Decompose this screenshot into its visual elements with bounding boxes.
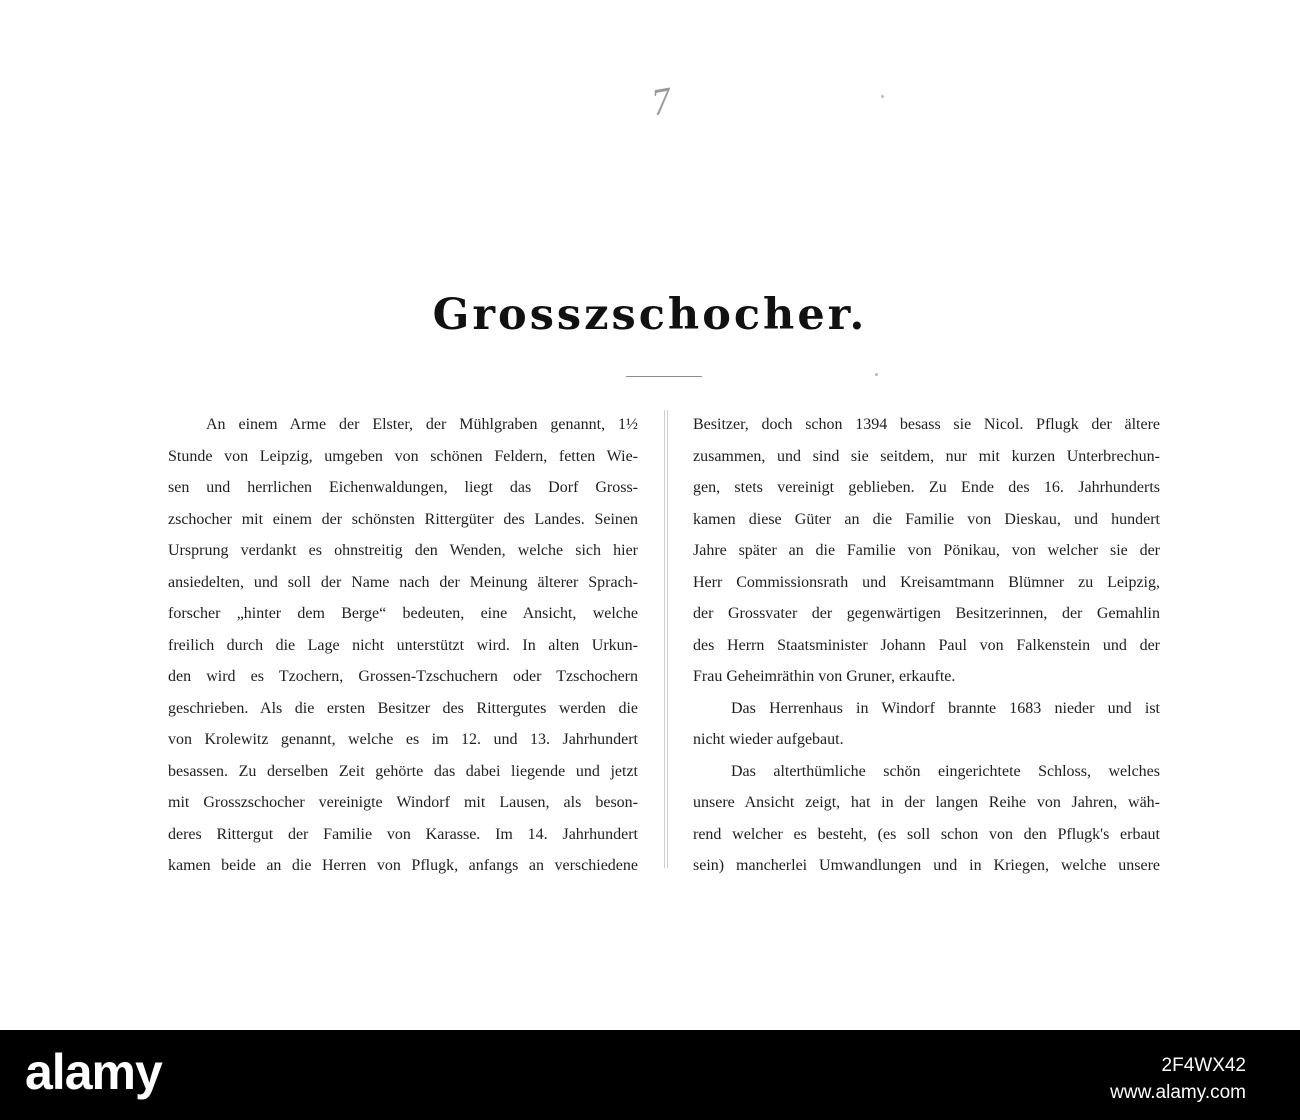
text-line: sen und herrlichen Eichenwaldungen, liegt das Dorf Gross- [168,479,638,496]
text-line: rend welcher es besteht, (es soll schon von den Pflugk's erbaut [693,825,1160,843]
text-line: Herr Commissionsrath und Kreisamtmann Blümner zu Leipzig, [693,573,1160,591]
page-number: 7 [648,79,675,125]
text-line: besassen. Zu derselben Zeit gehörte das dabei liegende und jetzt [168,762,638,780]
column-divider [664,410,668,868]
left-text-column [168,409,638,882]
text-line: sein) mancherlei Umwandlungen und in Kriegen, welche unsere [693,857,1160,874]
text-line: gen, stets vereinigt geblieben. Zu Ende des 16. Jahrhunderts [693,479,1160,496]
text-line: ansiedelten, und soll der Name nach der Meinung älterer Sprach- [168,573,638,591]
text-line: Jahre später an die Familie von Pönikau, von welcher sie der [693,542,1160,559]
text-line: forscher „hinter dem Berge“ bedeuten, eine Ansicht, welche [168,605,638,622]
image-id: 2F4WX42 [1161,1055,1246,1076]
site-url: www.alamy.com [1110,1082,1246,1103]
text-line: mit Grosszschocher vereinigte Windorf mit Lausen, als beson- [168,794,638,811]
text-line: deres Rittergut der Familie von Karasse. Im 14. Jahrhundert [168,825,638,843]
text-line: des Herrn Staatsminister Johann Paul von Falkenstein und der [693,636,1160,654]
text-line: freilich durch die Lage nicht unterstützt wird. In alten Urkun- [168,636,638,654]
text-line: nicht wieder aufgebaut. [693,731,844,748]
text-line: zschocher mit einem der schönsten Rittergüter des Landes. Seinen [168,510,638,528]
page-title: Grosszschocher. [432,290,868,340]
text-line: geschrieben. Als die ersten Besitzer des Rittergutes werden die [168,699,638,717]
dust-speck [875,373,878,376]
text-line: kamen beide an die Herren von Pflugk, anfangs an verschiedene [168,857,638,874]
alamy-logo: alamy [25,1044,162,1100]
text-line: Das alterthümliche schön eingerichtete Schloss, welches [731,762,1160,780]
text-line: kamen diese Güter an die Familie von Dieskau, und hundert [693,510,1160,528]
text-line: der Grossvater der gegenwärtigen Besitzerinnen, der Gemahlin [693,605,1160,622]
text-line: zusammen, und sind sie seitdem, nur mit kurzen Unterbrechun- [693,447,1160,465]
text-line: Stunde von Leipzig, umgeben von schönen Feldern, fetten Wie- [168,447,638,465]
text-line: Ursprung verdankt es ohnstreitig den Wenden, welche sich hier [168,542,638,559]
dust-speck [881,95,884,98]
text-line: An einem Arme der Elster, der Mühlgraben genannt, 1½ [206,416,638,433]
right-text-column [693,409,1160,882]
watermark-bar [0,1030,1300,1120]
text-line: unsere Ansicht zeigt, hat in der langen Reihe von Jahren, wäh- [693,794,1160,811]
text-line: von Krolewitz genannt, welche es im 12. und 13. Jahrhundert [168,731,638,748]
text-line: den wird es Tzochern, Grossen-Tzschuchern oder Tzschochern [168,668,638,685]
text-line: Das Herrenhaus in Windorf brannte 1683 nieder und ist [731,699,1160,717]
title-rule [626,376,702,377]
text-line: Besitzer, doch schon 1394 besass sie Nicol. Pflugk der ältere [693,416,1160,433]
text-line: Frau Geheimräthin von Gruner, erkaufte. [693,668,956,685]
